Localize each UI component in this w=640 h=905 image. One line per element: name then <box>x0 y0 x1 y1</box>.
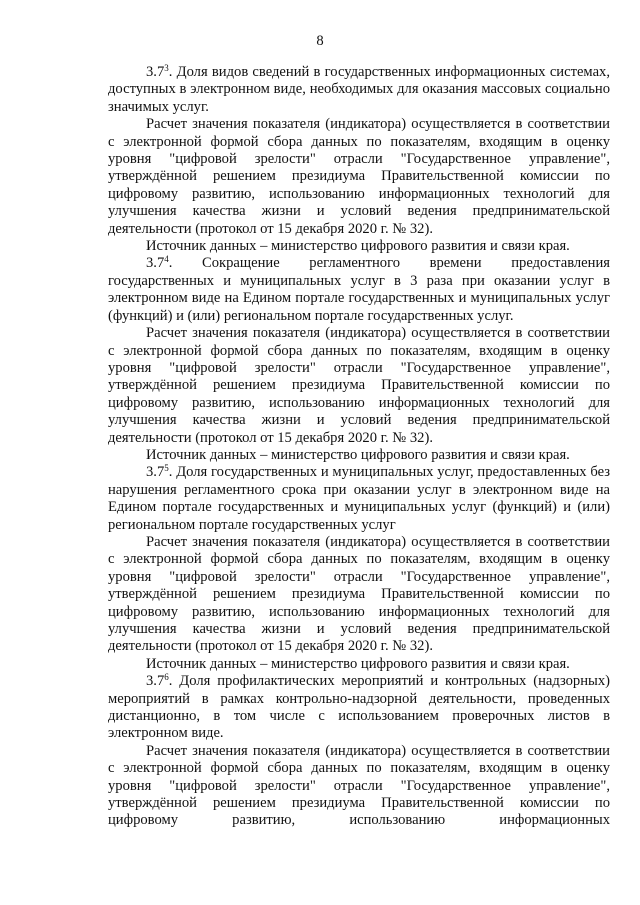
indicator-code: 3.7 <box>146 255 165 272</box>
indicator-text: . Сокращение регламентного времени предоставления государственных и муниципальных услуг в 3 раза при оказании услуг в электронном виде на Едином портале государственных и муниципальных услуг (функций) и (или) региональном портале государственных услуг. <box>108 255 610 324</box>
indicator-code: 3.7 <box>146 464 165 481</box>
indicator-superscript: 3 <box>164 63 169 73</box>
indicator-superscript: 4 <box>164 254 169 265</box>
indicator-code: 3.7 <box>146 673 165 690</box>
indicator-3-7-6-title <box>108 673 610 743</box>
indicator-3-7-3-source: Источник данных – министерство цифрового развития и связи края. <box>146 238 570 255</box>
document-body <box>108 64 610 830</box>
indicator-3-7-4-source: Источник данных – министерство цифрового развития и связи края. <box>146 446 570 463</box>
indicator-3-7-5-source: Источник данных – министерство цифрового развития и связи края. <box>146 655 570 672</box>
indicator-superscript: 6 <box>164 672 169 683</box>
indicator-3-7-3-calculation: Расчет значения показателя (индикатора) осуществляется в соответствии с электронной формой сбора данных по показателям, входящим в оценку уровня "цифровой зрелости" отрасли "Государственное управление", утверждённой решением президиума Правительственной комиссии по цифровому развитию, использованию информационных технологий для улучшения качества жизни и условий ведения предпринимательской деятельности (протокол от 15 декабря 2020 г. № 32). <box>108 116 610 237</box>
indicator-text: . Доля государственных и муниципальных услуг, предоставленных без нарушения регламентного срока при оказании услуг в электронном виде на Едином портале государственных и муниципальных услуг (функций) и (или) региональном портале государственных услуг <box>108 464 610 533</box>
indicator-3-7-4-title <box>108 255 610 325</box>
indicator-3-7-6-calculation: Расчет значения показателя (индикатора) осуществляется в соответствии с электронной формой сбора данных по показателям, входящим в оценку уровня "цифровой зрелости" отрасли "Государственное управление", утверждённой решением президиума Правительственной комиссии по цифровому развитию, использованию информационных <box>108 742 610 829</box>
page-number: 8 <box>316 33 324 49</box>
indicator-text: . Доля видов сведений в государственных информационных системах, доступных в электронном виде, необходимых для оказания массовых социально значимых услуг. <box>108 64 610 115</box>
indicator-superscript: 5 <box>164 463 169 474</box>
indicator-3-7-4-calculation: Расчет значения показателя (индикатора) осуществляется в соответствии с электронной формой сбора данных по показателям, входящим в оценку уровня "цифровой зрелости" отрасли "Государственное управление", утверждённой решением президиума Правительственной комиссии по цифровому развитию, использованию информационных технологий для улучшения качества жизни и условий ведения предпринимательской деятельности (протокол от 15 декабря 2020 г. № 32). <box>108 325 610 446</box>
indicator-3-7-5-calculation: Расчет значения показателя (индикатора) осуществляется в соответствии с электронной формой сбора данных по показателям, входящим в оценку уровня "цифровой зрелости" отрасли "Государственное управление", утверждённой решением президиума Правительственной комиссии по цифровому развитию, использованию информационных технологий для улучшения качества жизни и условий ведения предпринимательской деятельности (протокол от 15 декабря 2020 г. № 32). <box>108 533 610 655</box>
indicator-3-7-3-title <box>108 64 610 116</box>
indicator-3-7-5-title <box>108 464 610 534</box>
indicator-text: . Доля профилактических мероприятий и контрольных (надзорных) мероприятий в рамках контрольно-надзорной деятельности, проведенных дистанционно, в том числе с использованием проверочных листов в электронном виде. <box>108 673 610 742</box>
indicator-code: 3.7 <box>146 64 165 80</box>
